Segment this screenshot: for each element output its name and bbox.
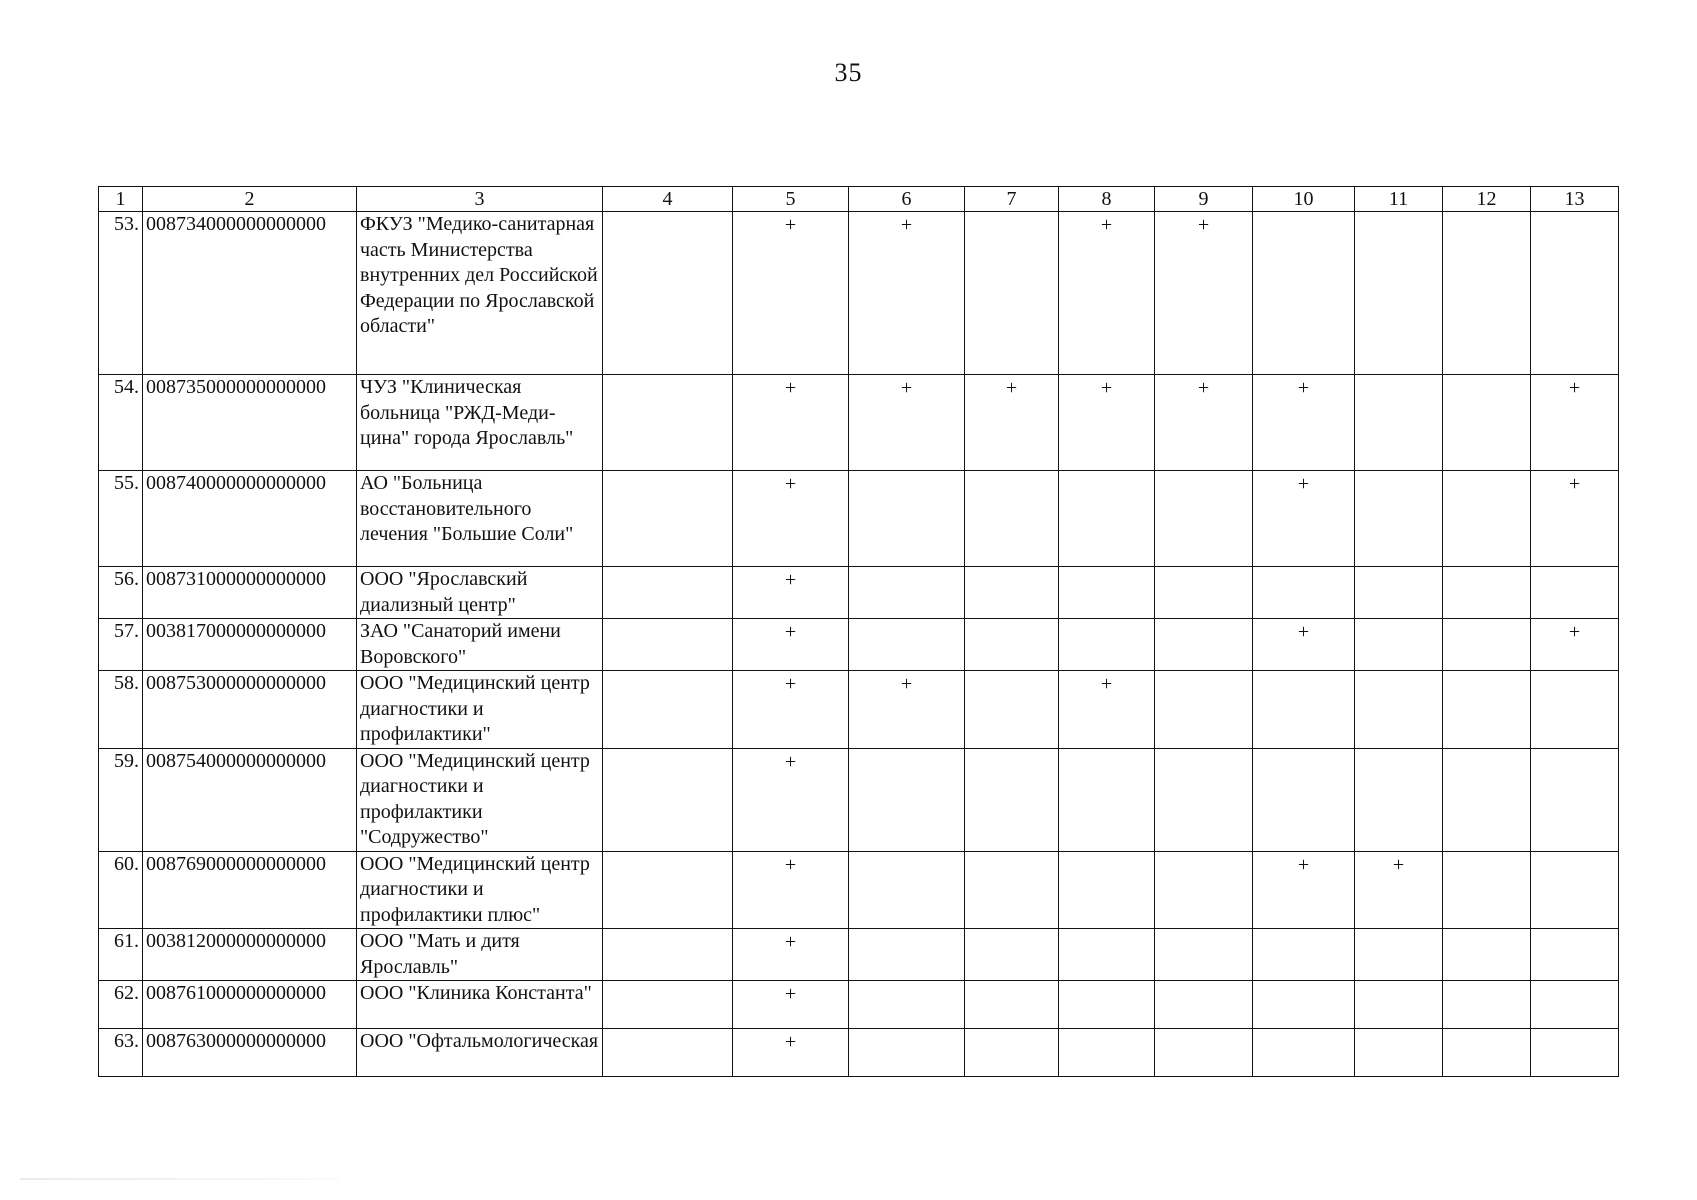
organization-code: 003817000000000000 [143,619,357,671]
mark-cell-col-12 [1443,981,1531,1029]
mark-cell-col-12 [1443,929,1531,981]
mark-cell-col-13 [1531,567,1619,619]
mark-cell-col-4 [603,212,733,375]
mark-cell-col-10 [1253,212,1355,375]
mark-cell-col-4 [603,375,733,471]
page-number: 35 [834,58,863,87]
organization-code: 008735000000000000 [143,375,357,471]
mark-cell-col-6 [849,851,965,929]
mark-cell-col-10 [1253,929,1355,981]
plus-mark: + [1297,621,1310,643]
mark-cell-col-4 [603,471,733,567]
organization-name: ООО "Медицинский центр диагностики и профилактики плюс" [357,851,603,929]
column-header-3: 3 [357,187,603,212]
column-header-11: 11 [1355,187,1443,212]
mark-cell-col-13 [1531,671,1619,749]
table-row [99,748,1619,851]
table-row [99,567,1619,619]
scan-smudge [20,1178,340,1180]
mark-cell-col-7 [965,567,1059,619]
plus-mark: + [784,750,797,773]
plus-mark: + [784,569,797,591]
mark-cell-col-13 [1531,619,1619,671]
mark-cell-col-11 [1355,471,1443,567]
mark-cell-col-9 [1155,212,1253,375]
plus-mark: + [1297,377,1310,399]
mark-cell-col-6 [849,471,965,567]
mark-cell-col-5 [733,1029,849,1077]
row-number: 62. [99,981,143,1029]
plus-mark: + [1197,377,1210,399]
mark-cell-col-5 [733,671,849,749]
mark-cell-col-6 [849,619,965,671]
plus-mark: + [1197,214,1210,236]
mark-cell-col-10 [1253,471,1355,567]
mark-cell-col-7 [965,1029,1059,1077]
mark-cell-col-9 [1155,567,1253,619]
mark-cell-col-7 [965,375,1059,471]
mark-cell-col-11 [1355,748,1443,851]
mark-cell-col-8 [1059,981,1155,1029]
mark-cell-col-4 [603,671,733,749]
column-header-8: 8 [1059,187,1155,212]
mark-cell-col-7 [965,929,1059,981]
column-header-5: 5 [733,187,849,212]
mark-cell-col-5 [733,212,849,375]
row-number: 55. [99,471,143,567]
mark-cell-col-7 [965,471,1059,567]
mark-cell-col-13 [1531,471,1619,567]
mark-cell-col-8 [1059,567,1155,619]
mark-cell-col-13 [1531,929,1619,981]
mark-cell-col-5 [733,567,849,619]
mark-cell-col-6 [849,671,965,749]
mark-cell-col-9 [1155,929,1253,981]
column-header-2: 2 [143,187,357,212]
mark-cell-col-12 [1443,1029,1531,1077]
plus-mark: + [784,377,797,399]
mark-cell-col-11 [1355,619,1443,671]
mark-cell-col-12 [1443,671,1531,749]
organization-code: 008754000000000000 [143,748,357,851]
mark-cell-col-6 [849,567,965,619]
row-number: 54. [99,375,143,471]
mark-cell-col-11 [1355,851,1443,929]
mark-cell-col-11 [1355,567,1443,619]
mark-cell-col-4 [603,1029,733,1077]
mark-cell-col-5 [733,929,849,981]
table-row [99,1029,1619,1077]
plus-mark: + [1297,853,1310,876]
mark-cell-col-8 [1059,1029,1155,1077]
organization-name: ЧУЗ "Клиническая больница "РЖД-Меди-цина" города Ярославль" [357,375,603,471]
mark-cell-col-9 [1155,671,1253,749]
organization-code: 008734000000000000 [143,212,357,375]
mark-cell-col-8 [1059,212,1155,375]
mark-cell-col-11 [1355,375,1443,471]
table-row [99,929,1619,981]
organization-code: 008753000000000000 [143,671,357,749]
column-header-10: 10 [1253,187,1355,212]
mark-cell-col-4 [603,567,733,619]
column-header-13: 13 [1531,187,1619,212]
table-row [99,851,1619,929]
mark-cell-col-6 [849,1029,965,1077]
mark-cell-col-9 [1155,748,1253,851]
mark-cell-col-7 [965,212,1059,375]
header-row [99,187,1619,212]
mark-cell-col-5 [733,981,849,1029]
organization-code: 008763000000000000 [143,1029,357,1077]
mark-cell-col-12 [1443,748,1531,851]
mark-cell-col-13 [1531,981,1619,1029]
table-row [99,212,1619,375]
row-number: 56. [99,567,143,619]
plus-mark: + [1568,621,1581,643]
mark-cell-col-5 [733,851,849,929]
row-number: 63. [99,1029,143,1077]
mark-cell-col-12 [1443,567,1531,619]
column-header-4: 4 [603,187,733,212]
plus-mark: + [900,673,913,695]
plus-mark: + [900,377,913,399]
mark-cell-col-8 [1059,375,1155,471]
mark-cell-col-4 [603,619,733,671]
mark-cell-col-12 [1443,212,1531,375]
mark-cell-col-9 [1155,619,1253,671]
mark-cell-col-8 [1059,929,1155,981]
mark-cell-col-10 [1253,981,1355,1029]
column-header-12: 12 [1443,187,1531,212]
plus-mark: + [784,214,797,236]
mark-cell-col-11 [1355,929,1443,981]
mark-cell-col-10 [1253,671,1355,749]
mark-cell-col-13 [1531,851,1619,929]
mark-cell-col-11 [1355,981,1443,1029]
table-body [99,212,1619,1077]
mark-cell-col-7 [965,748,1059,851]
row-number: 57. [99,619,143,671]
row-number: 59. [99,748,143,851]
mark-cell-col-6 [849,375,965,471]
plus-mark: + [1100,214,1113,236]
mark-cell-col-5 [733,748,849,851]
mark-cell-col-9 [1155,1029,1253,1077]
column-header-6: 6 [849,187,965,212]
organization-name: ЗАО "Санаторий имени Воровского" [357,619,603,671]
column-header-7: 7 [965,187,1059,212]
registry-table [98,186,1619,1077]
mark-cell-col-4 [603,981,733,1029]
table-row [99,619,1619,671]
mark-cell-col-8 [1059,471,1155,567]
plus-mark: + [1100,673,1113,695]
plus-mark: + [1568,377,1581,399]
organization-code: 008761000000000000 [143,981,357,1029]
mark-cell-col-7 [965,981,1059,1029]
row-number: 60. [99,851,143,929]
mark-cell-col-10 [1253,748,1355,851]
mark-cell-col-9 [1155,981,1253,1029]
mark-cell-col-9 [1155,375,1253,471]
mark-cell-col-7 [965,851,1059,929]
mark-cell-col-5 [733,471,849,567]
organization-code: 008769000000000000 [143,851,357,929]
table-row [99,981,1619,1029]
mark-cell-col-13 [1531,212,1619,375]
mark-cell-col-6 [849,929,965,981]
column-header-1: 1 [99,187,143,212]
plus-mark: + [1568,473,1581,495]
table-row [99,471,1619,567]
organization-name: ООО "Клиника Константа" [357,981,603,1029]
mark-cell-col-10 [1253,851,1355,929]
mark-cell-col-10 [1253,375,1355,471]
plus-mark: + [1297,473,1310,495]
mark-cell-col-13 [1531,375,1619,471]
plus-mark: + [900,214,913,236]
mark-cell-col-5 [733,375,849,471]
row-number: 58. [99,671,143,749]
plus-mark: + [784,473,797,495]
mark-cell-col-9 [1155,851,1253,929]
mark-cell-col-12 [1443,471,1531,567]
plus-mark: + [784,621,797,643]
plus-mark: + [784,673,797,695]
row-number: 53. [99,212,143,375]
plus-mark: + [784,931,797,953]
table-row [99,671,1619,749]
mark-cell-col-12 [1443,375,1531,471]
mark-cell-col-5 [733,619,849,671]
row-number: 61. [99,929,143,981]
organization-code: 003812000000000000 [143,929,357,981]
mark-cell-col-4 [603,851,733,929]
mark-cell-col-13 [1531,748,1619,851]
mark-cell-col-7 [965,619,1059,671]
plus-mark: + [1100,377,1113,399]
mark-cell-col-13 [1531,1029,1619,1077]
mark-cell-col-6 [849,212,965,375]
mark-cell-col-6 [849,748,965,851]
organization-name: ООО "Мать и дитя Ярославль" [357,929,603,981]
organization-name: ООО "Медицинский центр диагностики и профилактики "Содружество" [357,748,603,851]
organization-name: ООО "Офтальмологическая [357,1029,603,1077]
organization-name: АО "Больница восстановительного лечения "Большие Соли" [357,471,603,567]
plus-mark: + [784,1031,797,1053]
mark-cell-col-10 [1253,1029,1355,1077]
plus-mark: + [1005,377,1018,399]
organization-code: 008731000000000000 [143,567,357,619]
mark-cell-col-7 [965,671,1059,749]
mark-cell-col-12 [1443,619,1531,671]
mark-cell-col-4 [603,929,733,981]
organization-name: ООО "Ярославский диализный центр" [357,567,603,619]
mark-cell-col-10 [1253,567,1355,619]
organization-code: 008740000000000000 [143,471,357,567]
plus-mark: + [784,983,797,1005]
mark-cell-col-8 [1059,619,1155,671]
mark-cell-col-11 [1355,212,1443,375]
column-header-9: 9 [1155,187,1253,212]
mark-cell-col-10 [1253,619,1355,671]
mark-cell-col-11 [1355,1029,1443,1077]
mark-cell-col-8 [1059,671,1155,749]
organization-name: ООО "Медицинский центр диагностики и профилактики" [357,671,603,749]
mark-cell-col-8 [1059,851,1155,929]
plus-mark: + [1392,853,1405,876]
mark-cell-col-12 [1443,851,1531,929]
plus-mark: + [784,853,797,876]
mark-cell-col-8 [1059,748,1155,851]
mark-cell-col-4 [603,748,733,851]
mark-cell-col-11 [1355,671,1443,749]
mark-cell-col-9 [1155,471,1253,567]
mark-cell-col-6 [849,981,965,1029]
table-row [99,375,1619,471]
organization-name: ФКУЗ "Медико-санитарная часть Министерства внутренних дел Российской Федерации по Ярославской области" [357,212,603,375]
